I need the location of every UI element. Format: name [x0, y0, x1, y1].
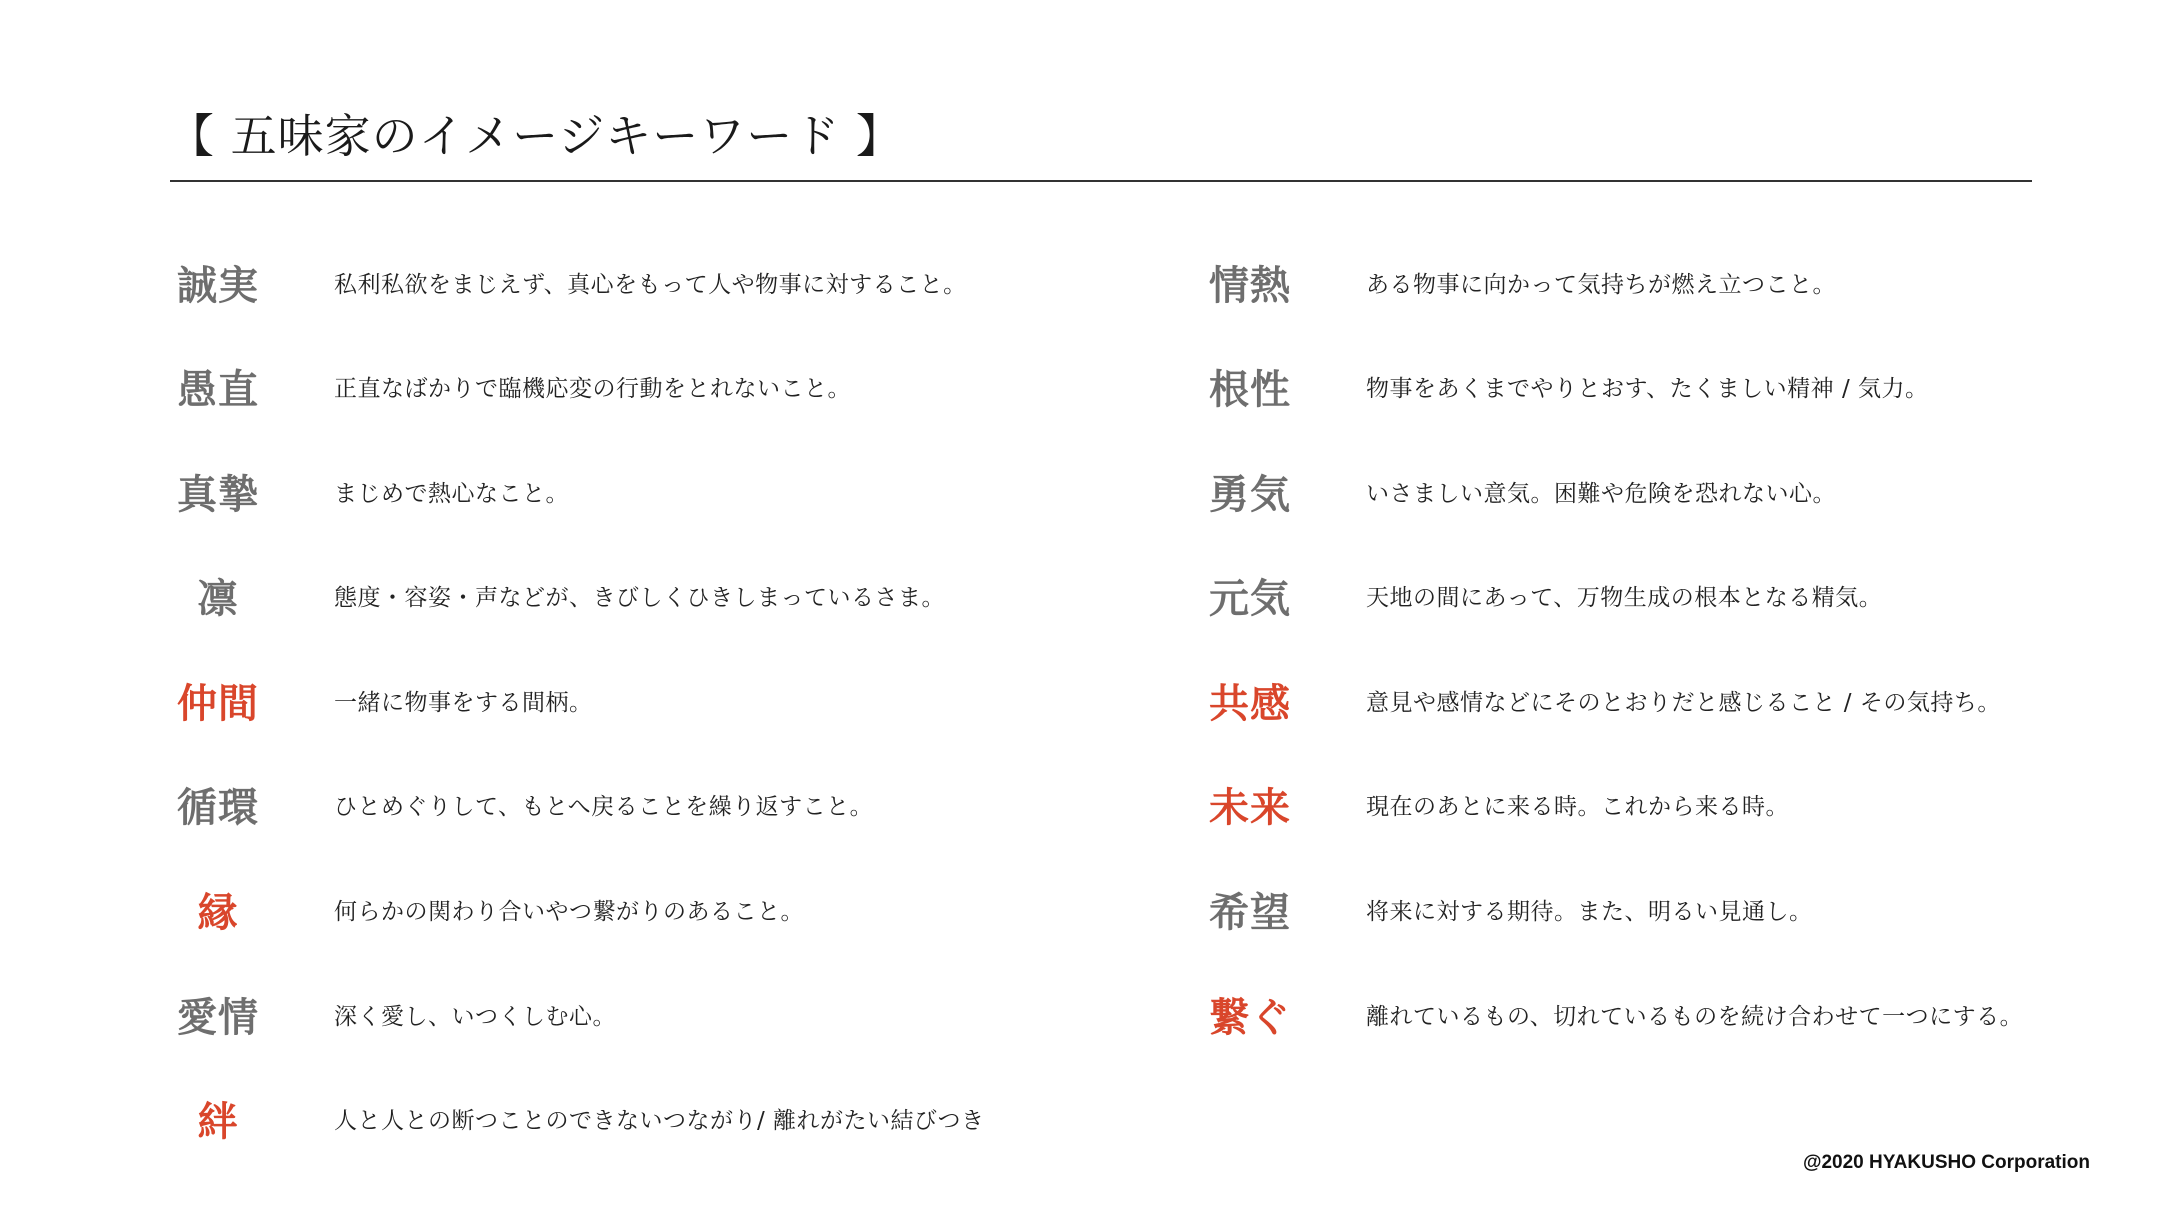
keyword-term: 凛	[197, 575, 239, 623]
copyright-notice: @2020 HYAKUSHO Corporation	[1802, 1152, 2090, 1173]
keyword-term: 循環	[177, 784, 259, 832]
keyword-term: 未来	[1209, 784, 1291, 832]
keyword-term: 共感	[1209, 679, 1291, 727]
keyword-description: 離れているもの、切れているものを続け合わせて一つにする。	[1366, 1003, 2024, 1030]
keyword-row	[1208, 962, 2172, 1067]
keyword-description: 一緒に物事をする間柄。	[334, 689, 593, 716]
keyword-description: ひとめぐりして、もとへ戻ることを繰り返すこと。	[334, 794, 874, 821]
keyword-row	[176, 648, 1176, 753]
keyword-row	[1208, 648, 2172, 753]
keyword-row	[1208, 230, 2172, 335]
keyword-description: 物事をあくまでやりとおす、たくましい精神 / 気力。	[1366, 376, 1929, 403]
keyword-term: 誠実	[177, 261, 259, 309]
keyword-description: 態度・容姿・声などが、きびしくひきしまっているさま。	[334, 585, 945, 612]
keyword-term: 仲間	[177, 679, 259, 727]
keyword-term: 元気	[1209, 575, 1291, 623]
keyword-term: 愛情	[177, 993, 259, 1041]
title-divider	[170, 180, 2032, 182]
keyword-row	[1208, 858, 2172, 963]
keyword-description: 現在のあとに来る時。これから来る時。	[1366, 794, 1789, 821]
keyword-row	[176, 544, 1176, 649]
keyword-term: 勇気	[1209, 470, 1291, 518]
keyword-description: 意見や感情などにそのとおりだと感じること / その気持ち。	[1366, 689, 2001, 716]
keyword-row	[176, 230, 1176, 335]
keyword-description: 正直なばかりで臨機応変の行動をとれないこと。	[334, 376, 851, 403]
keyword-description: 人と人との断つことのできないつながり/ 離れがたい結びつき	[334, 1108, 985, 1135]
keyword-description: 深く愛し、いつくしむ心。	[334, 1003, 616, 1030]
keyword-term: 縁	[197, 889, 239, 937]
keyword-row	[1208, 544, 2172, 649]
keyword-row	[176, 753, 1176, 858]
keyword-row	[176, 858, 1176, 963]
keyword-row	[176, 439, 1176, 544]
keyword-description: 天地の間にあって、万物生成の根本となる精気。	[1366, 585, 1883, 612]
keyword-list-left	[176, 230, 1176, 1171]
keyword-list-right	[1208, 230, 2172, 1067]
keyword-row	[1208, 753, 2172, 858]
keyword-term: 繋ぐ	[1209, 993, 1291, 1041]
keyword-row	[1208, 439, 2172, 544]
keyword-row	[176, 962, 1176, 1067]
keyword-description: いさましい意気。困難や危険を恐れない心。	[1366, 480, 1836, 507]
keyword-term: 情熱	[1209, 261, 1291, 309]
keyword-description: ある物事に向かって気持ちが燃え立つこと。	[1366, 271, 1836, 298]
page-title: 【 五味家のイメージキーワード 】	[168, 109, 903, 163]
keyword-row	[1208, 335, 2172, 440]
keyword-term: 根性	[1209, 366, 1291, 414]
keyword-term: 愚直	[177, 366, 259, 414]
keyword-term: 真摯	[177, 470, 259, 518]
keyword-row	[176, 335, 1176, 440]
keyword-term: 絆	[197, 1098, 239, 1146]
keyword-description: 将来に対する期待。また、明るい見通し。	[1366, 899, 1813, 926]
keyword-row	[176, 1067, 1176, 1172]
keyword-term: 希望	[1209, 889, 1291, 937]
keyword-description: 私利私欲をまじえず、真心をもって人や物事に対すること。	[334, 271, 967, 298]
keyword-description: まじめで熱心なこと。	[334, 480, 569, 507]
keyword-description: 何らかの関わり合いやつ繋がりのあること。	[334, 899, 804, 926]
